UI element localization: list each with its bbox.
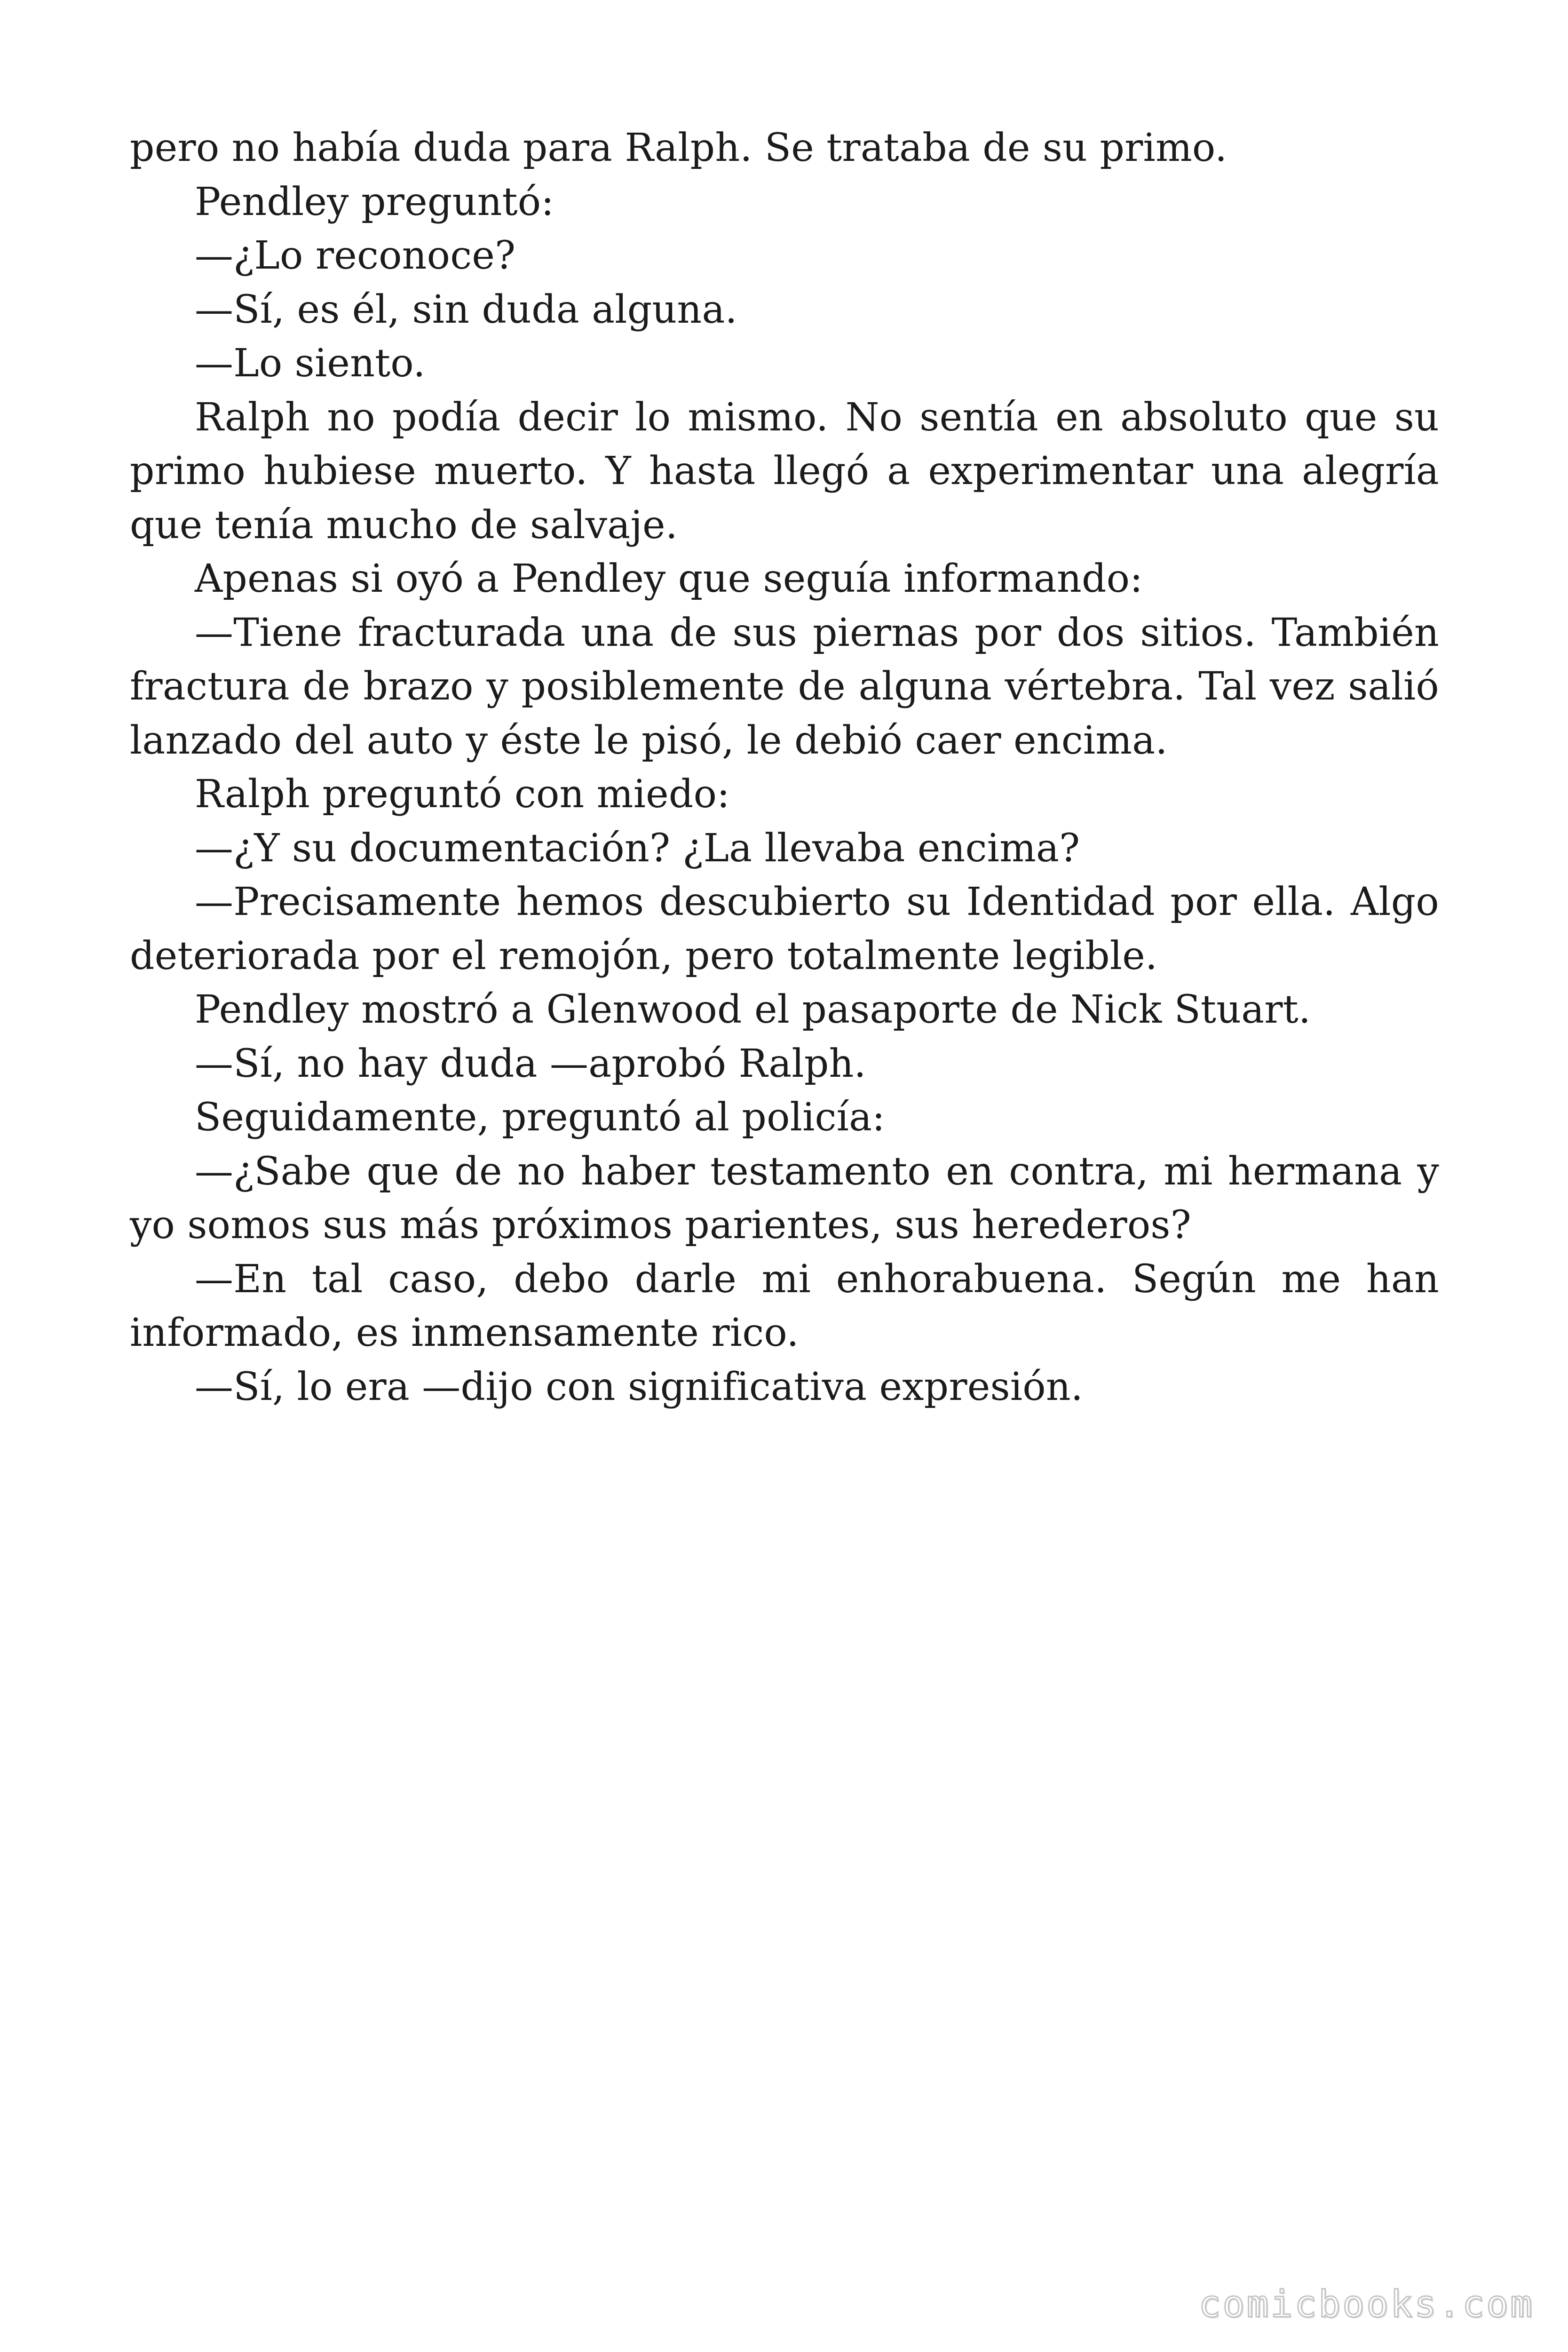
paragraph: —En tal caso, debo darle mi enhorabuena. Según me han informado, es inmensamente rico. [130, 1256, 1439, 1355]
paragraph: —Tiene fracturada una de sus piernas por dos sitios. También fractura de brazo y posiblemente de alguna vértebra. Tal vez salió lanzado del auto y éste le pisó, le debió caer encima. [130, 610, 1439, 763]
paragraph: —¿Sabe que de no haber testamento en contra, mi hermana y yo somos sus más próximos parientes, sus herederos? [130, 1149, 1439, 1248]
paragraph: —Lo siento. [195, 341, 426, 386]
paragraph: Ralph preguntó con miedo: [195, 772, 730, 817]
paragraph: pero no había duda para Ralph. Se trataba de su primo. [130, 126, 1227, 170]
paragraph: —Sí, es él, sin duda alguna. [195, 287, 737, 332]
paragraph: —Sí, lo era —dijo con significativa expresión. [195, 1364, 1084, 1409]
paragraph: —¿Lo reconoce? [195, 233, 516, 278]
paragraph: Seguidamente, preguntó al policía: [195, 1095, 885, 1140]
paragraph: Pendley mostró a Glenwood el pasaporte de Nick Stuart. [195, 987, 1311, 1032]
paragraph: —Precisamente hemos descubierto su Identidad por ella. Algo deteriorada por el remojón, pero totalmente legible. [130, 880, 1439, 978]
page-body-text [130, 121, 1439, 1414]
paragraph: —Sí, no hay duda —aprobó Ralph. [195, 1041, 866, 1086]
paragraph: —¿Y su documentación? ¿La llevaba encima? [195, 826, 1080, 871]
paragraph: Ralph no podía decir lo mismo. No sentía en absoluto que su primo hubiese muerto. Y hasta llegó a experimentar una alegría que tenía mucho de salvaje. [130, 395, 1439, 548]
watermark-text: comicbooks.com [1198, 2283, 1534, 2326]
paragraph: Apenas si oyó a Pendley que seguía informando: [195, 556, 1143, 601]
paragraph: Pendley preguntó: [195, 179, 554, 224]
